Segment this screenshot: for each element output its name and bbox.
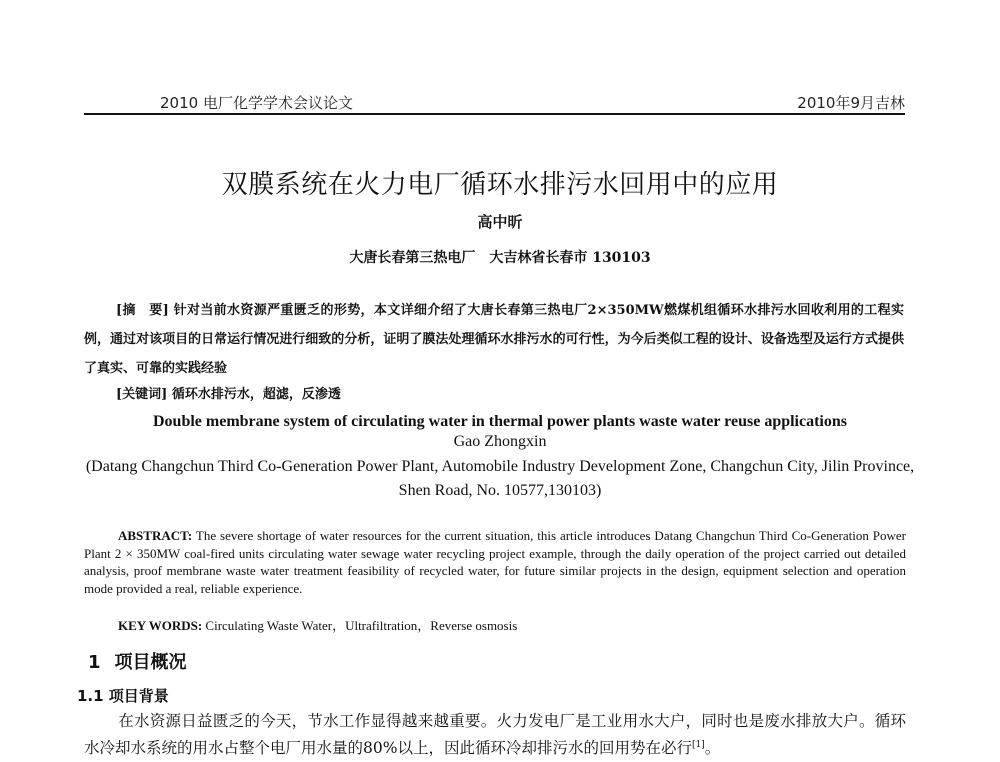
section-number: 1	[88, 652, 101, 673]
header-date-location: 2010年9月吉林	[797, 94, 905, 112]
keywords-cn-text: 循环水排污水，超滤，反渗透	[171, 387, 341, 402]
abstract-cn-text: 针对当前水资源严重匮乏的形势，本文详细介绍了大唐长春第三热电厂2×350MW燃煤机组循环水排污水回收利用的工程实例，通过对该项目的日常运行情况进行细致的分析，证明了膜法处理循环水排污水的可行性，为今后类似工程的设计、设备选型及运行方式提供了真实、可靠的实践经验	[84, 303, 904, 376]
body-paragraph	[84, 708, 906, 762]
citation-ref: [1]	[691, 739, 705, 750]
keywords-en	[118, 615, 517, 634]
paper-affiliation: 大唐长春第三热电厂 大吉林省长春市 130103	[349, 250, 651, 266]
abstract-cn-label: [摘 要]	[116, 303, 169, 318]
abstract-en-label: ABSTRACT:	[118, 528, 193, 543]
keywords-en-text: Circulating Waste Water，Ultrafiltration，Reverse osmosis	[205, 618, 518, 633]
paper-title: 双膜系统在火力电厂循环水排污水回用中的应用	[221, 170, 779, 200]
body-paragraph-end: 。	[704, 739, 721, 757]
section-title: 项目概况	[114, 652, 187, 673]
body-paragraph-text: 在水资源日益匮乏的今天，节水工作显得越来越重要。火力发电厂是工业用水大户，同时也是废水排放大户。循环水冷却水系统的用水占整个电厂用水量的80%以上，因此循环冷却排污水的回用势在必行	[84, 712, 906, 757]
header-rule	[84, 113, 905, 115]
english-affiliation: (Datang Changchun Third Co-Generation Power Plant, Automobile Industry Development Zone, Changchun City, Jilin Province, Shen Road, No. 10577,130103)	[85, 458, 915, 499]
running-header	[160, 92, 905, 112]
english-title: Double membrane system of circulating water in thermal power plants waste water reuse applications	[152, 413, 847, 430]
abstract-cn	[84, 296, 904, 383]
subsection-heading: 1.1 项目背景	[77, 687, 169, 705]
english-author: Gao Zhongxin	[453, 433, 547, 450]
paper-author: 高中昕	[477, 213, 523, 231]
keywords-cn	[116, 383, 341, 402]
section-heading	[88, 648, 187, 674]
header-conference: 2010 电厂化学学术会议论文	[160, 94, 353, 112]
keywords-en-label: KEY WORDS:	[118, 618, 203, 633]
abstract-en	[84, 527, 906, 597]
abstract-en-text: The severe shortage of water resources for the current situation, this article introduces Datang Changchun Third Co-Generation Power Plant 2 × 350MW coal-fired units circulating water sewage water recycling project example, through the daily operation of the project carried out detailed analysis, proof membrane waste water treatment feasibility of recycled water, for future similar projects in the design, equipment selection and operation mode provided a real, reliable experience.	[84, 528, 907, 596]
keywords-cn-label: [关键词]	[116, 387, 168, 402]
